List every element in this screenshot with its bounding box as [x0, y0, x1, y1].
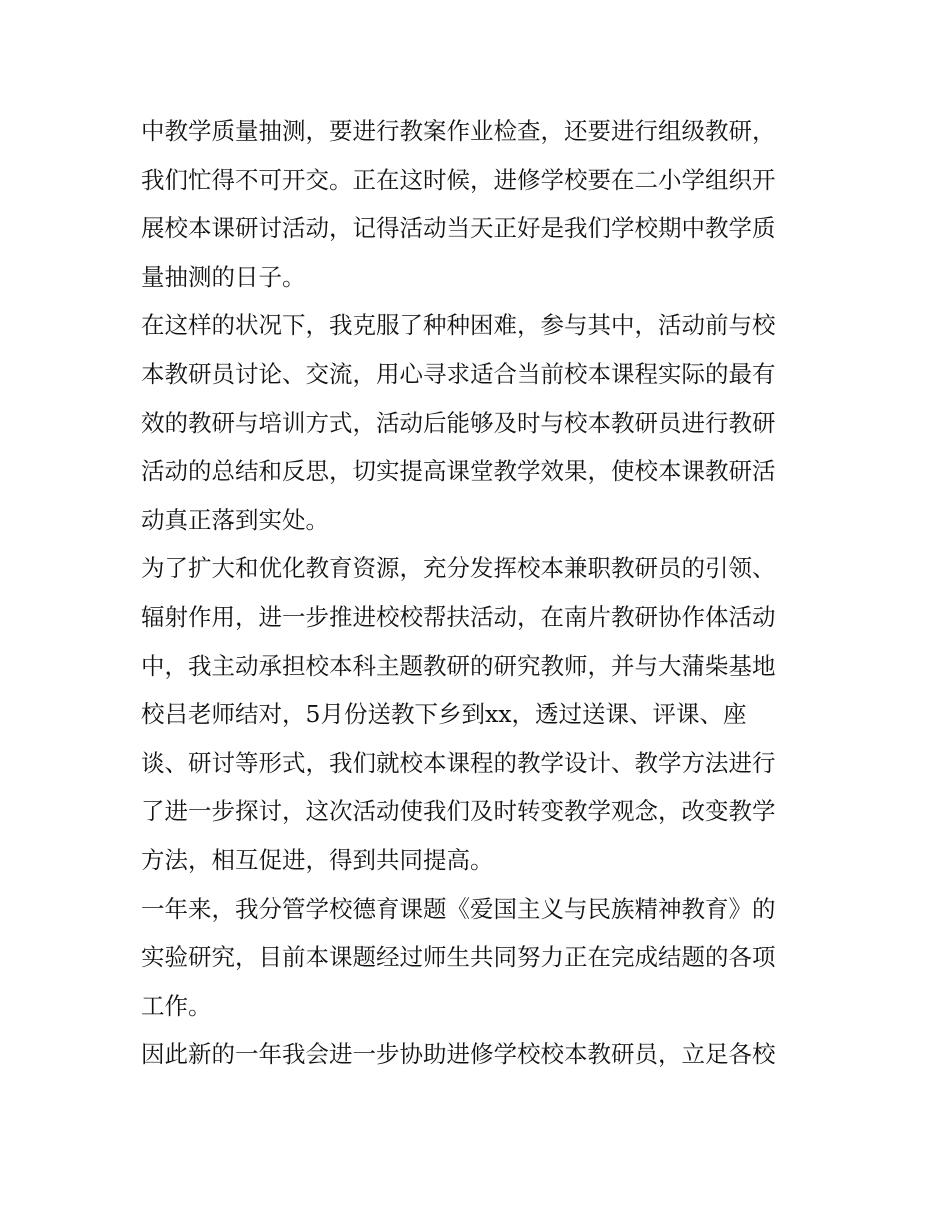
- text-line: 在这样的状况下，我克服了种种困难，参与其中，活动前与校: [141, 311, 776, 340]
- text-line: 效的教研与培训方式，活动后能够及时与校本教研员进行教研: [141, 408, 776, 437]
- text-line: 方法，相互促进，得到共同提高。: [141, 845, 494, 874]
- text-line: 我们忙得不可开交。正在这时候，进修学校要在二小学组织开: [141, 165, 776, 194]
- text-line: 因此新的一年我会进一步协助进修学校校本教研员，立足各校: [141, 1040, 776, 1069]
- text-line: 展校本课研讨活动，记得活动当天正好是我们学校期中教学质: [141, 214, 776, 243]
- text-line: 辐射作用，进一步推进校校帮扶活动，在南片教研协作体活动: [141, 602, 776, 631]
- text-line: 动真正落到实处。: [141, 505, 329, 534]
- text-line: 活动的总结和反思，切实提高课堂教学效果，使校本课教研活: [141, 457, 776, 486]
- text-line: 中，我主动承担校本科主题教研的研究教师，并与大蒲柴基地: [141, 651, 776, 680]
- text-line: 校吕老师结对，5月份送教下乡到xx，透过送课、评课、座: [141, 700, 747, 729]
- text-line: 了进一步探讨，这次活动使我们及时转变教学观念，改变教学: [141, 797, 776, 826]
- text-line: 中教学质量抽测，要进行教案作业检查，还要进行组级教研，: [141, 117, 776, 145]
- text-line: 工作。: [141, 991, 212, 1020]
- text-line: 量抽测的日子。: [141, 262, 306, 291]
- document-body: [141, 107, 831, 1079]
- text-line: 实验研究，目前本课题经过师生共同努力正在完成结题的各项: [141, 943, 776, 972]
- text-line: 为了扩大和优化教育资源，充分发挥校本兼职教研员的引领、: [141, 554, 776, 583]
- text-line: 谈、研讨等形式，我们就校本课程的教学设计、教学方法进行: [141, 748, 776, 777]
- text-line: 一年来，我分管学校德育课题《爱国主义与民族精神教育》的: [141, 894, 776, 923]
- text-line: 本教研员讨论、交流，用心寻求适合当前校本课程实际的最有: [141, 359, 776, 388]
